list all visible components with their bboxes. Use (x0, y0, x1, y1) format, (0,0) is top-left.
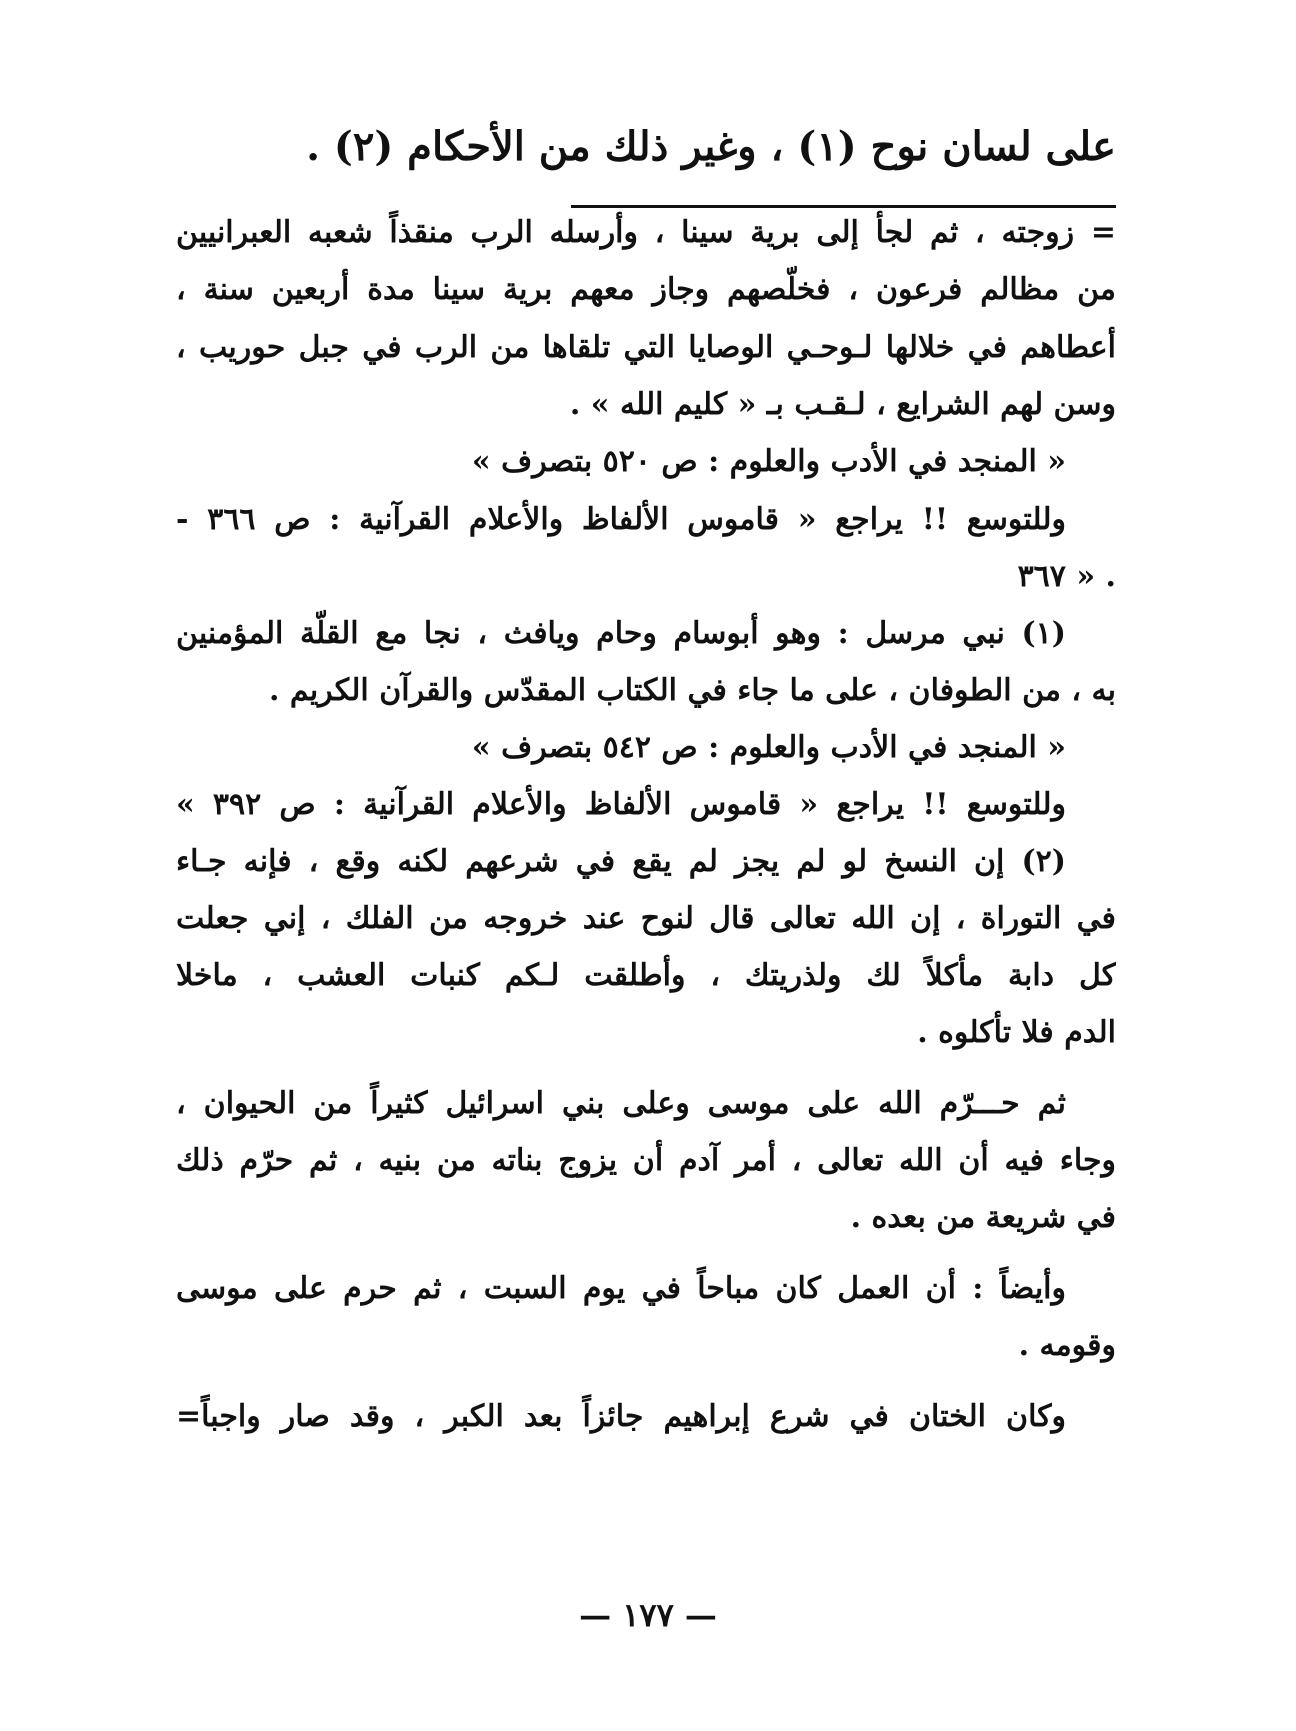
page-title: على لسان نوح (١) ، وغير ذلك من الأحكام (٢) . (306, 123, 1116, 170)
footnote-1-line-2: به ، من الطوفان ، على ما جاء في الكتاب المقدّس والقرآن الكريم . (268, 673, 1116, 708)
text-line-2: من مظالم فرعون ، فخلّصهم وجاز معهم برية سينا مدة أربعين سنة ، (176, 272, 1116, 307)
paragraph-3-line-1: وكان الختان في شرع إبراهيم جائزاً بعد الكبر ، وقد صار واجباً= (176, 1399, 1066, 1434)
paragraph-1-line-2: وجاء فيه أن الله تعالى ، أمر آدم أن يزوج بناته من بنيه ، ثم حرّم ذلك (176, 1143, 1116, 1178)
footnote-1-line-1: (١) نبي مرسل : وهو أبوسام وحام ويافث ، نجا مع القلّة المؤمنين (176, 616, 1066, 651)
paragraph-1-line-1: ثم حـــرّم الله على موسى وعلى بني اسرائيل كثيراً من الحيوان ، (176, 1086, 1066, 1121)
paragraph-1-line-3: في شريعة من بعده . (850, 1200, 1116, 1235)
reference-line-1: وللتوسع !! يراجع « قاموس الألفاظ والأعلام القرآنية : ص ٣٦٦ - (176, 502, 1066, 537)
text-line-3: أعطاهم في خلالها لـوحـي الوصايا التي تلقاها من الرب في جبل حوريب ، (176, 330, 1116, 365)
paragraph-2-line-1: وأيضاً : أن العمل كان مباحاً في يوم السبت ، ثم حرم على موسى (176, 1271, 1066, 1306)
footnote-2-line-2: في التوراة ، إن الله تعالى قال لنوح عند خروجه من الفلك ، إني جعلت (176, 901, 1116, 936)
source-citation-2: « المنجد في الأدب والعلوم : ص ٥٤٢ بتصرف » (471, 730, 1066, 765)
reference-line-1-cont: ٣٦٧ » . (1017, 559, 1116, 594)
text-line-4: وسن لهم الشرايع ، لـقـب بـ « كليم الله » . (569, 387, 1116, 422)
page-number: — ١٧٧ — (579, 1596, 717, 1634)
footnote-2-line-1: (٢) إن النسخ لو لم يجز لم يقع في شرعهم لكنه وقع ، فإنه جـاء (176, 844, 1066, 879)
text-line-1: = زوجته ، ثم لجأ إلى برية سينا ، وأرسله الرب منقذاً شعبه العبرانيين (176, 215, 1116, 250)
footnote-2-line-3: كل دابة مأكلاً لك ولذريتك ، وأطلقت لـكم كنبات العشب ، ماخلا (176, 958, 1116, 993)
source-citation-1: « المنجد في الأدب والعلوم : ص ٥٢٠ بتصرف » (471, 444, 1066, 479)
paragraph-2-line-2: وقومه . (1018, 1328, 1116, 1363)
footnote-2-line-4: الدم فلا تأكلوه . (917, 1015, 1116, 1050)
reference-line-2: وللتوسع !! يراجع « قاموس الألفاظ والأعلام القرآنية : ص ٣٩٢ » (176, 787, 1066, 822)
